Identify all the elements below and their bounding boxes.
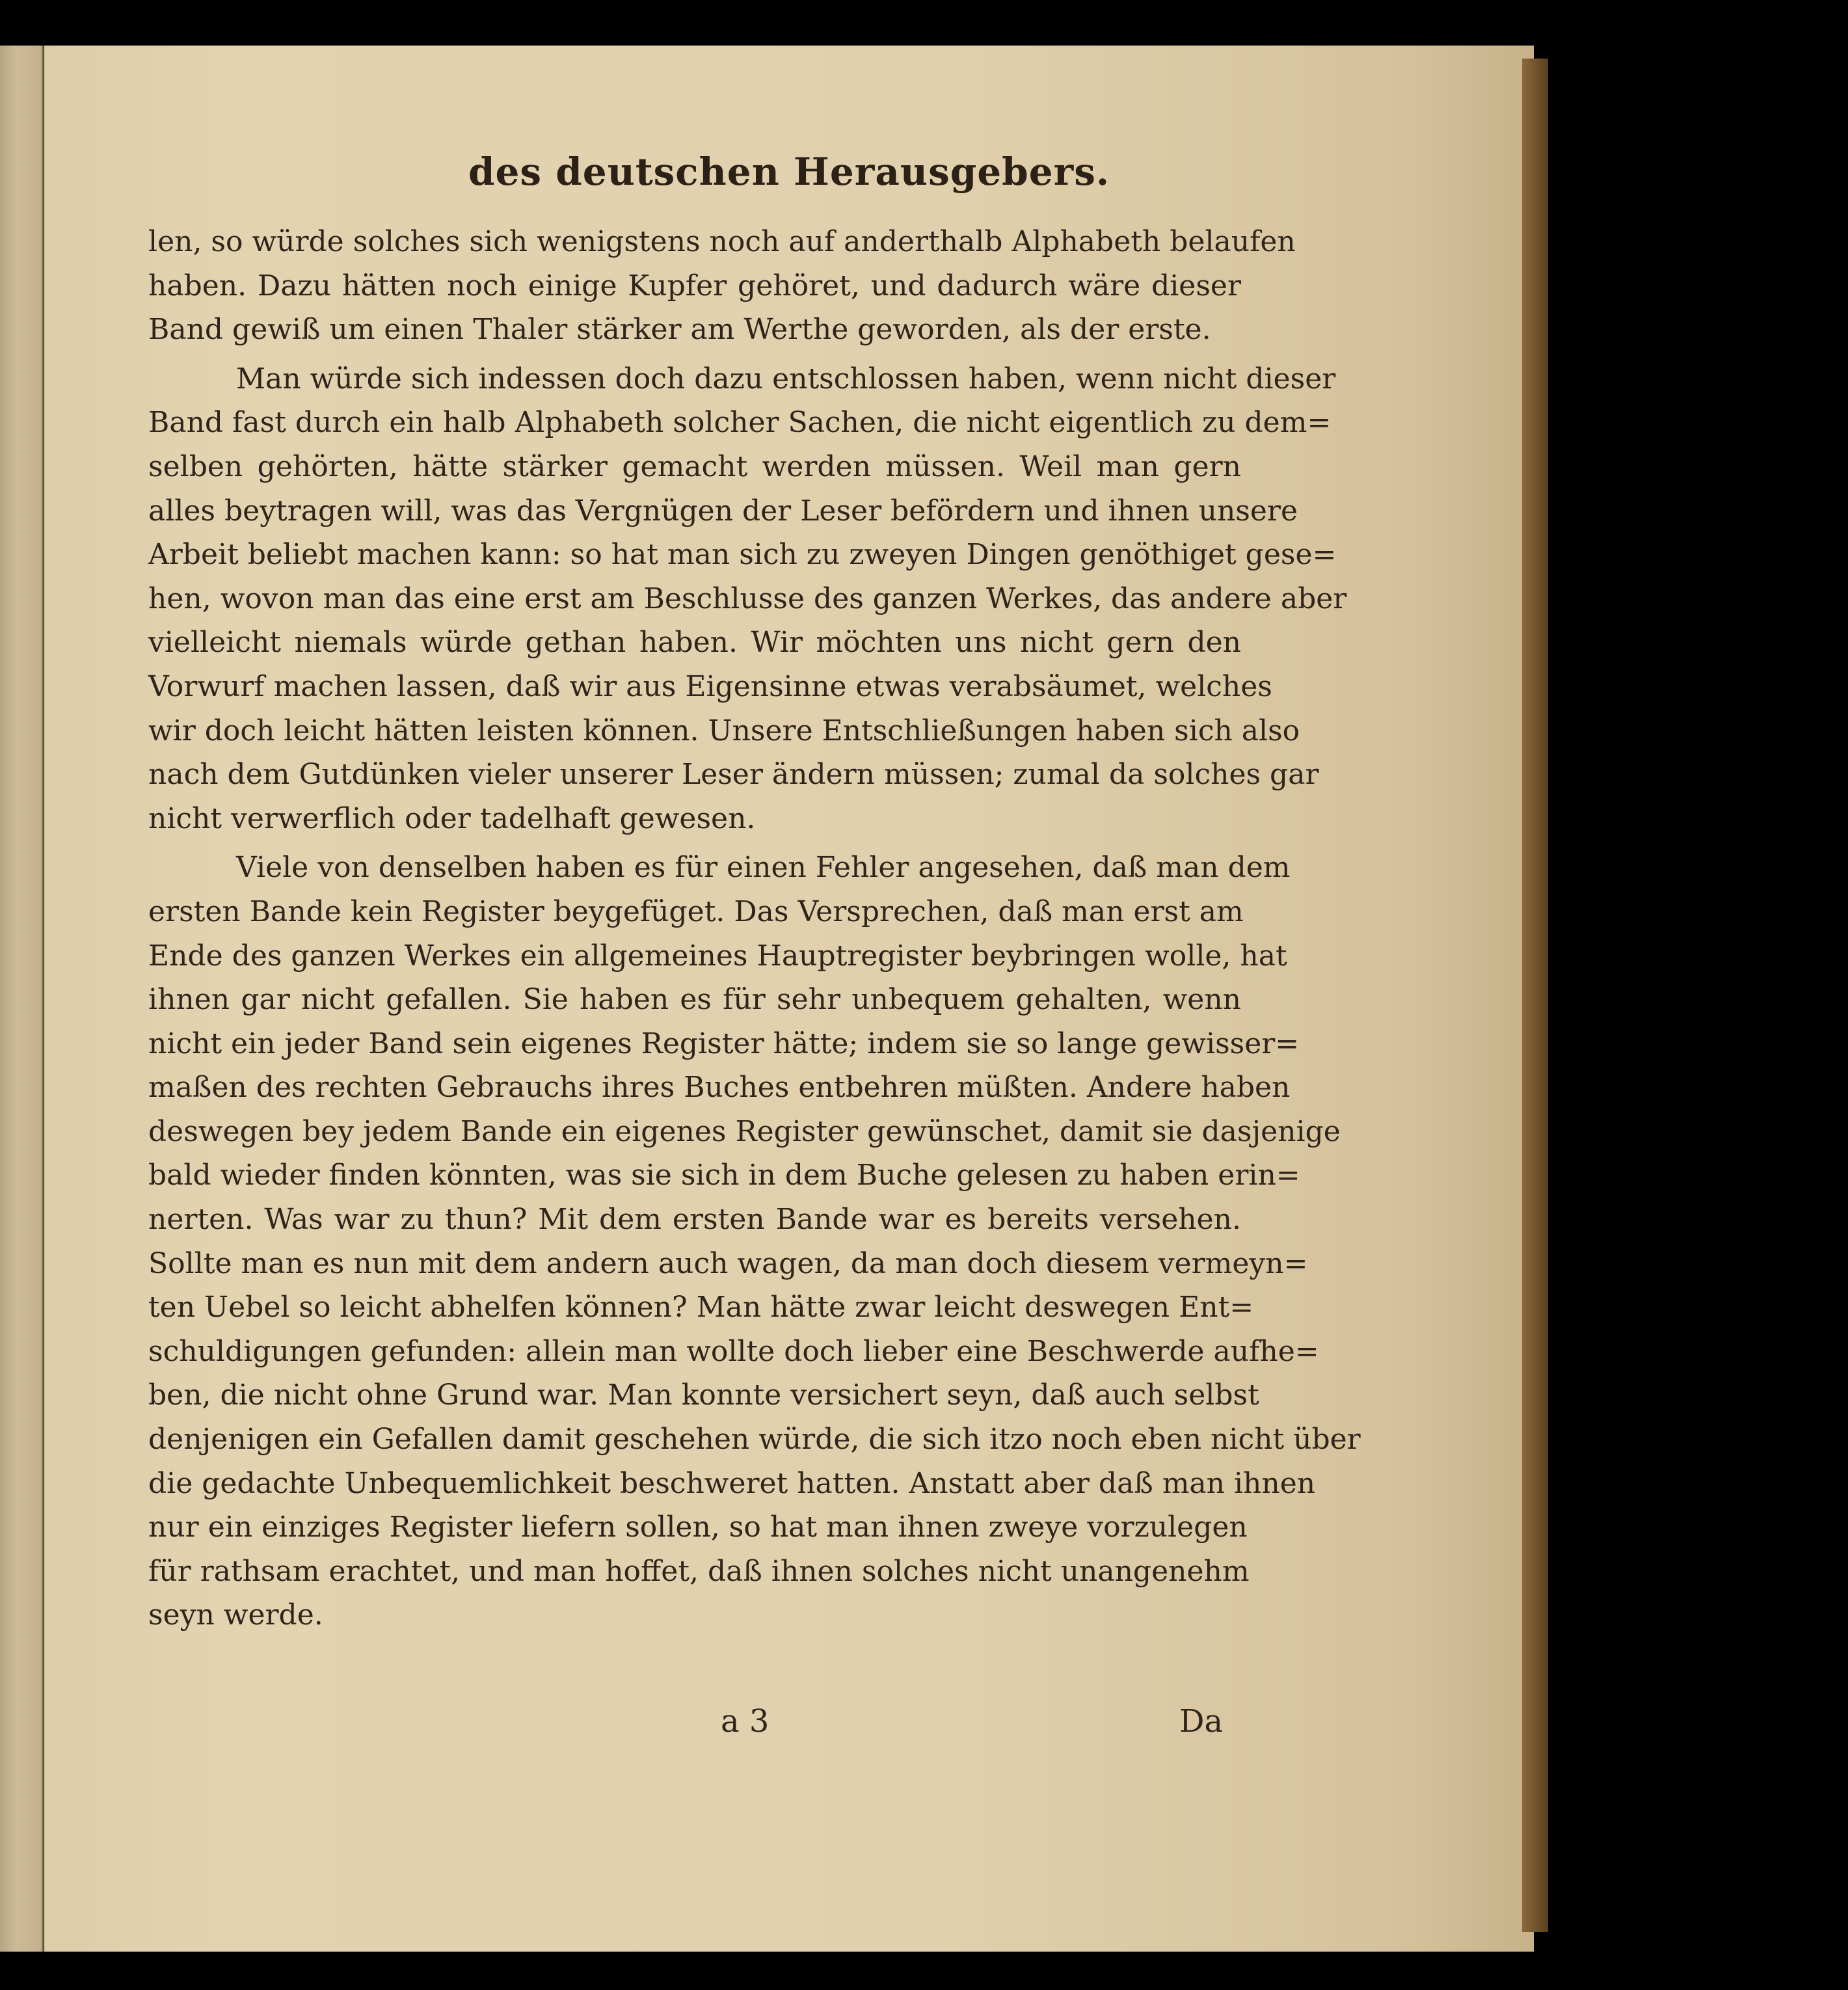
running-head: des deutschen Herausgebers. bbox=[468, 150, 1110, 194]
text-line: ihnen gar nicht gefallen. Sie haben es für sehr unbequem gehalten, wenn bbox=[148, 983, 1241, 1017]
text-line: schuldigungen gefunden: allein man wollte doch lieber eine Beschwerde aufhe= bbox=[148, 1334, 1319, 1368]
text-line: Band fast durch ein halb Alphabeth solcher Sachen, die nicht eigentlich zu dem= bbox=[148, 406, 1332, 440]
page-edge-shadow bbox=[1522, 59, 1548, 1932]
text-line: Vorwurf machen lassen, daß wir aus Eigensinne etwas verabsäumet, welches bbox=[148, 669, 1272, 703]
book-page bbox=[44, 46, 1534, 1952]
text-line: denjenigen ein Gefallen damit geschehen würde, die sich itzo noch eben nicht über bbox=[148, 1423, 1361, 1457]
paragraph-2 bbox=[148, 357, 1347, 841]
text-line: alles beytragen will, was das Vergnügen der Leser befördern und ihnen unsere bbox=[148, 494, 1298, 528]
text-line: selben gehörten, hätte stärker gemacht werden müssen. Weil man gern bbox=[148, 450, 1241, 483]
text-line: deswegen bey jedem Bande ein eigenes Register gewünschet, damit sie dasjenige bbox=[148, 1114, 1341, 1148]
text-line: Band gewiß um einen Thaler stärker am Werthe geworden, als der erste. bbox=[148, 313, 1211, 347]
text-line: maßen des rechten Gebrauchs ihres Buches entbehren müßten. Andere haben bbox=[148, 1071, 1291, 1105]
catchword: Da bbox=[1179, 1703, 1224, 1740]
paragraph-3 bbox=[148, 846, 1361, 1637]
text-line: die gedachte Unbequemlichkeit beschweret hatten. Anstatt aber daß man ihnen bbox=[148, 1466, 1316, 1500]
text-line: Viele von denselben haben es für einen Fehler angesehen, daß man dem bbox=[236, 851, 1291, 885]
facing-page-edge bbox=[0, 46, 44, 1952]
text-line: nicht ein jeder Band sein eigenes Register hätte; indem sie so lange gewisser= bbox=[148, 1027, 1300, 1060]
text-line: Man würde sich indessen doch dazu entschlossen haben, wenn nicht dieser bbox=[236, 362, 1336, 396]
text-line: ten Uebel so leicht abhelfen können? Man hätte zwar leicht deswegen Ent= bbox=[148, 1291, 1254, 1324]
text-line: nur ein einziges Register liefern sollen, so hat man ihnen zweye vorzulegen bbox=[148, 1511, 1248, 1544]
text-line: seyn werde. bbox=[148, 1598, 323, 1632]
text-line: bald wieder finden könnten, was sie sich in dem Buche gelesen zu haben erin= bbox=[148, 1159, 1300, 1192]
text-line: nicht verwerflich oder tadelhaft gewesen. bbox=[148, 801, 756, 835]
text-line: hen, wovon man das eine erst am Beschlusse des ganzen Werkes, das andere aber bbox=[148, 582, 1347, 615]
text-line: Sollte man es nun mit dem andern auch wagen, da man doch diesem vermeyn= bbox=[148, 1246, 1308, 1280]
text-line: nach dem Gutdünken vieler unserer Leser ändern müssen; zumal da solches gar bbox=[148, 758, 1319, 792]
text-line: für rathsam erachtet, und man hoffet, daß ihnen solches nicht unangenehm bbox=[148, 1554, 1250, 1588]
text-line: wir doch leicht hätten leisten können. Unsere Entschließungen haben sich also bbox=[148, 714, 1300, 747]
paragraph-1 bbox=[148, 220, 1296, 352]
body-text bbox=[148, 220, 1361, 1643]
text-line: Arbeit beliebt machen kann: so hat man sich zu zweyen Dingen genöthiget gese= bbox=[148, 538, 1337, 572]
text-line: nerten. Was war zu thun? Mit dem ersten Bande war es bereits versehen. bbox=[148, 1203, 1241, 1237]
text-line: Ende des ganzen Werkes ein allgemeines Hauptregister beybringen wolle, hat bbox=[148, 939, 1287, 973]
signature-mark: a 3 bbox=[721, 1703, 770, 1740]
text-line: haben. Dazu hätten noch einige Kupfer gehöret, und dadurch wäre dieser bbox=[148, 269, 1241, 303]
text-line: ben, die nicht ohne Grund war. Man konnte versichert seyn, daß auch selbst bbox=[148, 1378, 1259, 1412]
text-line: ersten Bande kein Register beygefüget. Das Versprechen, daß man erst am bbox=[148, 894, 1244, 928]
text-line: len, so würde solches sich wenigstens noch auf anderthalb Alphabeth belaufen bbox=[148, 225, 1296, 258]
text-line: vielleicht niemals würde gethan haben. Wir möchten uns nicht gern den bbox=[148, 626, 1241, 660]
